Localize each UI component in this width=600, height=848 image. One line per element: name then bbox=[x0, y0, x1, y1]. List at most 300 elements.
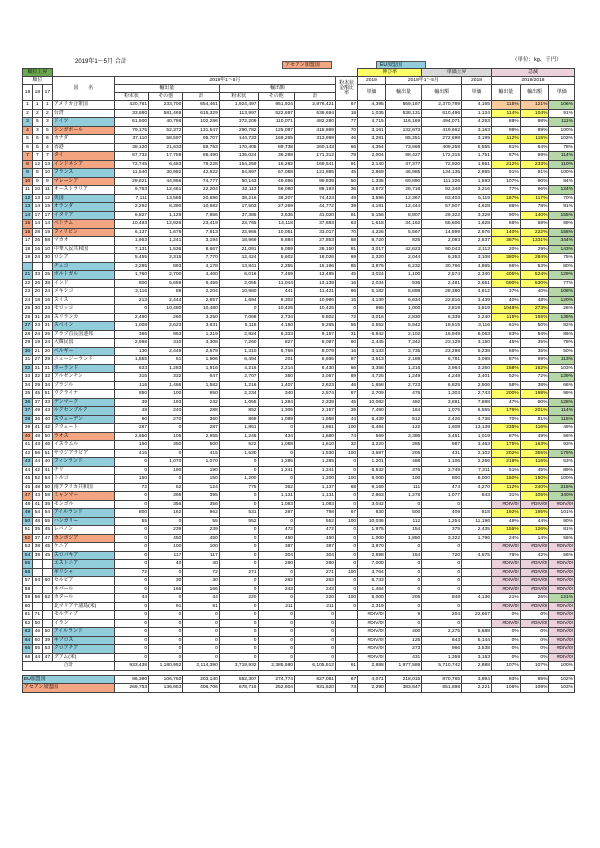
cell-value: 0 bbox=[114, 611, 148, 620]
cell-value: 355% bbox=[520, 449, 549, 458]
rank-2019: 52 bbox=[23, 534, 33, 543]
cell-value: 10,082 bbox=[358, 398, 386, 407]
cell-value: 40% bbox=[491, 296, 520, 305]
rank-2018: 16 bbox=[32, 245, 42, 254]
rank-2017 bbox=[42, 585, 52, 594]
cell-value: 22,204 bbox=[183, 186, 219, 195]
table-row bbox=[23, 636, 575, 645]
cell-value: 20% bbox=[491, 245, 520, 254]
cell-value: #DIV/0! bbox=[358, 645, 386, 654]
cell-value: 0 bbox=[219, 560, 258, 569]
cell-value: 1,305 bbox=[258, 407, 294, 416]
cell-value: 1,285 bbox=[295, 458, 336, 467]
cell-value: 5,659 bbox=[149, 279, 183, 288]
rank-2017: 1 bbox=[42, 101, 52, 110]
cell-value: 132,673 bbox=[385, 126, 421, 135]
rank-2019: 19 bbox=[23, 254, 33, 263]
table-row bbox=[23, 517, 575, 526]
cell-value: 57,507 bbox=[422, 203, 462, 212]
header-amount: 輸出額 bbox=[219, 85, 335, 93]
cell-value: 290,782 bbox=[219, 126, 258, 135]
rank-2017 bbox=[42, 568, 52, 577]
cell-value: #DIV/0! bbox=[549, 645, 575, 654]
cell-value: 21% bbox=[491, 594, 520, 603]
cell-value: 87% bbox=[491, 356, 520, 365]
cell-value: 91% bbox=[549, 203, 575, 212]
cell-value: 90% bbox=[491, 211, 520, 220]
cell-value: 2,355 bbox=[258, 262, 294, 271]
cell-value: 121% bbox=[549, 594, 575, 603]
cell-value: 1,216 bbox=[219, 381, 258, 390]
cell-value: 21,091 bbox=[219, 245, 258, 254]
cell-value: 2,537 bbox=[462, 237, 492, 246]
cell-value: 1,407 bbox=[258, 381, 294, 390]
cell-value: 0 bbox=[219, 636, 258, 645]
cell-value: 6,769 bbox=[258, 347, 294, 356]
cell-value: 1,019 bbox=[462, 432, 492, 441]
cell-value: 219% bbox=[491, 458, 520, 467]
country-name: キプロス bbox=[52, 636, 114, 645]
cell-value: 16 bbox=[336, 279, 358, 288]
header-qty-total: 計 bbox=[183, 93, 219, 101]
cell-value: 0 bbox=[422, 585, 462, 594]
summary-value: 274,774 bbox=[258, 675, 294, 684]
country-name: タイ bbox=[52, 152, 114, 161]
cell-value: 522 bbox=[219, 441, 258, 450]
cell-value: 18 bbox=[336, 109, 358, 118]
rank-2017: 3 bbox=[42, 118, 52, 127]
cell-value: #DIV/0! bbox=[549, 602, 575, 611]
cell-value: 2,998 bbox=[114, 339, 148, 348]
cell-value: 1,000 bbox=[358, 534, 386, 543]
cell-value: 98% bbox=[520, 118, 549, 127]
summary-value: 383,647 bbox=[385, 684, 421, 693]
cell-value: 5,555 bbox=[462, 143, 492, 152]
document-title: 2019年1～5月 合計 bbox=[75, 59, 127, 65]
cell-value: 115% bbox=[491, 101, 520, 110]
rank-2017: 58 bbox=[42, 237, 52, 246]
cell-value: 18,026 bbox=[295, 254, 336, 263]
rank-2018: 41 bbox=[32, 500, 42, 509]
header-qty-other: その他 bbox=[149, 93, 183, 101]
cell-value: 87% bbox=[491, 152, 520, 161]
cell-value: 0 bbox=[219, 611, 258, 620]
cell-value: 92,348 bbox=[422, 186, 462, 195]
cell-value: 88 bbox=[149, 288, 183, 297]
cell-value: 72,920 bbox=[422, 160, 462, 169]
rank-2018: 35 bbox=[32, 526, 42, 535]
cell-value: 46 bbox=[336, 135, 358, 144]
cell-value: 387 bbox=[258, 543, 294, 552]
cell-value: 431 bbox=[422, 449, 462, 458]
cell-value: 42,522 bbox=[183, 169, 219, 178]
country-name: チリ bbox=[52, 466, 114, 475]
header-qty: 輸出量 bbox=[114, 85, 219, 93]
cell-value: 2,234 bbox=[219, 390, 258, 399]
cell-value: 112% bbox=[491, 483, 520, 492]
rank-2017: 33 bbox=[42, 398, 52, 407]
cell-value: 175% bbox=[549, 449, 575, 458]
rank-2019: 22 bbox=[23, 279, 33, 288]
table-row bbox=[23, 101, 575, 110]
cell-value: 61,500 bbox=[114, 118, 148, 127]
cell-value: 9,265 bbox=[295, 322, 336, 331]
header-rank-up: 順位上昇 bbox=[23, 69, 53, 77]
cell-value: 85 bbox=[336, 262, 358, 271]
total-value: 5,710,742 bbox=[422, 662, 462, 671]
rank-2018 bbox=[32, 560, 42, 569]
rank-2018: 13 bbox=[32, 194, 42, 203]
cell-value: 1,319 bbox=[183, 330, 219, 339]
rank-2018 bbox=[32, 262, 42, 271]
cell-value: 107% bbox=[491, 177, 520, 186]
table-row bbox=[23, 356, 575, 365]
rank-2017: 9 bbox=[42, 177, 52, 186]
cell-value: 14,118 bbox=[258, 220, 294, 229]
cell-value: 304 bbox=[295, 551, 336, 560]
cell-value: 5,000 bbox=[358, 594, 386, 603]
cell-value: 79 bbox=[336, 152, 358, 161]
rank-2019: 10 bbox=[23, 177, 33, 186]
cell-value: 34,162 bbox=[385, 220, 421, 229]
cell-value: 450 bbox=[183, 534, 219, 543]
cell-value: 12,444 bbox=[385, 203, 421, 212]
rank-2017: 4 bbox=[42, 143, 52, 152]
cell-value: 0 bbox=[422, 500, 462, 509]
rank-2017 bbox=[42, 619, 52, 628]
rank-2019: 23 bbox=[23, 288, 33, 297]
cell-value: 1,464 bbox=[358, 585, 386, 594]
cell-value: 848 bbox=[422, 594, 462, 603]
cell-value: 44,772 bbox=[295, 203, 336, 212]
rank-2018: 10 bbox=[32, 186, 42, 195]
cell-value: 100 bbox=[336, 568, 358, 577]
cell-value: 0 bbox=[219, 645, 258, 654]
cell-value: 40 bbox=[149, 560, 183, 569]
cell-value: 615,329 bbox=[183, 109, 219, 118]
cell-value: 38,120 bbox=[114, 143, 148, 152]
cell-value: 852 bbox=[219, 407, 258, 416]
cell-value: 1,536 bbox=[149, 245, 183, 254]
cell-value: 4,395 bbox=[358, 101, 386, 110]
cell-value: 8,807 bbox=[385, 211, 421, 220]
country-name: デンマーク bbox=[52, 398, 114, 407]
cell-value: 6,634 bbox=[385, 296, 421, 305]
cell-value: 3,596 bbox=[358, 194, 386, 203]
country-name: ウクライナ bbox=[52, 390, 114, 399]
country-name: ギリシャ bbox=[52, 568, 114, 577]
cell-value: 1,070 bbox=[183, 458, 219, 467]
cell-value: 720 bbox=[422, 551, 462, 560]
cell-value: 3,735 bbox=[385, 347, 421, 356]
cell-value: 6,825 bbox=[422, 381, 462, 390]
cell-value: #DIV/0! bbox=[520, 560, 549, 569]
cell-value: 0% bbox=[491, 628, 520, 637]
cell-value: 105 bbox=[149, 432, 183, 441]
cell-value: 524% bbox=[520, 271, 549, 280]
cell-value: 23,419 bbox=[183, 220, 219, 229]
rank-2019: 46 bbox=[23, 483, 33, 492]
cell-value: 0 bbox=[114, 551, 148, 560]
cell-value bbox=[462, 585, 492, 594]
rank-2017: 14 bbox=[42, 220, 52, 229]
cell-value: 0 bbox=[114, 602, 148, 611]
cell-value: 201 bbox=[258, 356, 294, 365]
cell-value: 6,353 bbox=[422, 254, 462, 263]
cell-value: 5,115 bbox=[219, 322, 258, 331]
cell-value: 99% bbox=[520, 356, 549, 365]
cell-value: 67,732 bbox=[114, 152, 148, 161]
cell-value bbox=[462, 577, 492, 586]
table-row bbox=[23, 203, 575, 212]
rank-2018: 49 bbox=[32, 407, 42, 416]
summary-value: 109% bbox=[520, 684, 549, 693]
cell-value: 0 bbox=[183, 653, 219, 662]
cell-value: 3,016 bbox=[358, 313, 386, 322]
cell-value: 0 bbox=[183, 636, 219, 645]
cell-value: 1,303 bbox=[422, 390, 462, 399]
rank-2017: 5 bbox=[42, 126, 52, 135]
cell-value: 1,200 bbox=[219, 475, 258, 484]
country-name: チェコ bbox=[52, 262, 114, 271]
summary-label: EU加盟国 bbox=[23, 675, 115, 684]
cell-value: 995 bbox=[358, 305, 386, 314]
cell-value: 1,283 bbox=[149, 364, 183, 373]
cell-value: 2,140 bbox=[358, 160, 386, 169]
table-row bbox=[23, 492, 575, 501]
table-row bbox=[23, 237, 575, 246]
table-row bbox=[23, 645, 575, 654]
cell-value: 212% bbox=[491, 160, 520, 169]
legend-eu-label: EU加盟国 bbox=[380, 62, 402, 68]
cell-value: 8,063 bbox=[462, 330, 492, 339]
summary-row bbox=[23, 675, 575, 684]
cell-value: 2,876,421 bbox=[295, 101, 336, 110]
total-row bbox=[23, 662, 575, 671]
cell-value: 2,598 bbox=[358, 551, 386, 560]
cell-value: 115% bbox=[549, 415, 575, 424]
cell-value bbox=[336, 636, 358, 645]
country-name: ミャンマー bbox=[52, 492, 114, 501]
cell-value: 192% bbox=[491, 509, 520, 518]
rank-2019: 29 bbox=[23, 339, 33, 348]
cell-value: 0 bbox=[114, 619, 148, 628]
cell-value: 0 bbox=[219, 653, 258, 662]
cell-value: 27,853 bbox=[295, 237, 336, 246]
cell-value: 58,597 bbox=[149, 135, 183, 144]
cell-value: 375 bbox=[422, 526, 462, 535]
rank-2017: 30 bbox=[42, 254, 52, 263]
cell-value: #DIV/0! bbox=[549, 653, 575, 662]
rank-2018: 7 bbox=[32, 152, 42, 161]
cell-value: 36 bbox=[336, 186, 358, 195]
cell-value: 42,623 bbox=[385, 245, 421, 254]
cell-value: 69% bbox=[491, 347, 520, 356]
cell-value: 3,819 bbox=[462, 305, 492, 314]
cell-value: 2,113 bbox=[462, 245, 492, 254]
cell-value: 99% bbox=[520, 152, 549, 161]
cell-value: 91% bbox=[549, 109, 575, 118]
cell-value: 6,555 bbox=[462, 407, 492, 416]
cell-value: 0 bbox=[385, 619, 421, 628]
cell-value: 100 bbox=[336, 449, 358, 458]
cell-value: 17,758 bbox=[149, 152, 183, 161]
rank-2018: 71 bbox=[32, 611, 42, 620]
cell-value: 122 bbox=[385, 424, 421, 433]
cell-value: 288 bbox=[183, 407, 219, 416]
rank-2019: 4 bbox=[23, 126, 33, 135]
cell-value: 26% bbox=[549, 305, 575, 314]
cell-value: 16,196 bbox=[295, 262, 336, 271]
cell-value: 6,532 bbox=[358, 466, 386, 475]
cell-value: 45 bbox=[336, 271, 358, 280]
rank-2019: 27 bbox=[23, 322, 33, 331]
cell-value: 2,435 bbox=[462, 526, 492, 535]
cell-value: 15,282 bbox=[258, 160, 294, 169]
rank-2019: 66 bbox=[23, 653, 33, 662]
cell-value: 827 bbox=[258, 339, 294, 348]
cell-value: 130 bbox=[114, 347, 148, 356]
country-name: スウェーデン bbox=[52, 415, 114, 424]
cell-value: 56% bbox=[549, 432, 575, 441]
total-label: 合計 bbox=[23, 662, 115, 671]
cell-value: 150% bbox=[520, 475, 549, 484]
cell-value: 10,480 bbox=[149, 305, 183, 314]
rank-2019: 47 bbox=[23, 492, 33, 501]
header-sharp-drop: 急減 bbox=[491, 69, 574, 77]
cell-value: 4,675 bbox=[462, 551, 492, 560]
rank-2018: 30 bbox=[32, 305, 42, 314]
table-row bbox=[23, 160, 575, 169]
cell-value: 38,207 bbox=[258, 194, 294, 203]
cell-value: 116,169 bbox=[385, 118, 421, 127]
cell-value: 52 bbox=[149, 483, 183, 492]
cell-value: 204 bbox=[422, 611, 462, 620]
cell-value: 32,113 bbox=[219, 186, 258, 195]
cell-value: 233% bbox=[520, 160, 549, 169]
cell-value: 86% bbox=[491, 203, 520, 212]
cell-value: 11,421 bbox=[295, 288, 336, 297]
cell-value: 61% bbox=[491, 322, 520, 331]
table-row bbox=[23, 254, 575, 263]
cell-value: 10,682 bbox=[183, 203, 219, 212]
table-row bbox=[23, 313, 575, 322]
cell-value: #DIV/0! bbox=[549, 619, 575, 628]
cell-value: 2,579 bbox=[183, 347, 219, 356]
rank-2017: 42 bbox=[42, 424, 52, 433]
cell-value: 1,241 bbox=[295, 466, 336, 475]
cell-value: 232 bbox=[183, 398, 219, 407]
cell-value: 4,460 bbox=[183, 271, 219, 280]
table-row bbox=[23, 381, 575, 390]
cell-value: 350 bbox=[149, 441, 183, 450]
cell-value: 100% bbox=[549, 475, 575, 484]
cell-value: 3,285 bbox=[114, 262, 148, 271]
cell-value: 273% bbox=[520, 305, 549, 314]
rank-2017: 45 bbox=[42, 551, 52, 560]
cell-value: 30,982 bbox=[149, 169, 183, 178]
cell-value: 48 bbox=[114, 407, 148, 416]
cell-value: 409,258 bbox=[422, 143, 462, 152]
table-row bbox=[23, 339, 575, 348]
cell-value: 195% bbox=[520, 509, 549, 518]
cell-value bbox=[462, 619, 492, 628]
cell-value: 1,131 bbox=[258, 492, 294, 501]
rank-2018: 9 bbox=[32, 177, 42, 186]
cell-value: 17,503 bbox=[219, 203, 258, 212]
cell-value: 3,819 bbox=[422, 305, 462, 314]
rank-2019: 31 bbox=[23, 356, 33, 365]
cell-value: 0 bbox=[336, 585, 358, 594]
cell-value: 22,667 bbox=[462, 611, 492, 620]
cell-value: 4,628 bbox=[462, 203, 492, 212]
cell-value: 3,216 bbox=[462, 186, 492, 195]
cell-value: 4,270 bbox=[462, 483, 492, 492]
cell-value: 100% bbox=[549, 126, 575, 135]
cell-value: 11,196 bbox=[462, 517, 492, 526]
cell-value: 8,000 bbox=[358, 475, 386, 484]
cell-value: 7,068 bbox=[219, 313, 258, 322]
rank-2017: 40 bbox=[42, 415, 52, 424]
rank-2019: 2 bbox=[23, 109, 33, 118]
cell-value: 0 bbox=[149, 619, 183, 628]
cell-value: 96% bbox=[520, 186, 549, 195]
cell-value: 49% bbox=[549, 424, 575, 433]
cell-value: 150 bbox=[183, 475, 219, 484]
cell-value: 431 bbox=[385, 653, 421, 662]
cell-value: 7,311 bbox=[462, 466, 492, 475]
cell-value: 70 bbox=[336, 228, 358, 237]
cell-value: 11,540 bbox=[114, 169, 148, 178]
cell-value: 37,385 bbox=[219, 211, 258, 220]
cell-value: 419,662 bbox=[422, 126, 462, 135]
cell-value: 86% bbox=[549, 330, 575, 339]
rank-2017: 53 bbox=[42, 645, 52, 654]
rank-2019: 12 bbox=[23, 194, 33, 203]
cell-value: 155% bbox=[491, 526, 520, 535]
cell-value: 450 bbox=[295, 534, 336, 543]
country-name: スリランカ bbox=[52, 313, 114, 322]
rank-2018: 36 bbox=[32, 415, 42, 424]
cell-value: #DIV/0! bbox=[358, 611, 386, 620]
cell-value: #DIV/0! bbox=[520, 619, 549, 628]
cell-value: 2,445 bbox=[358, 339, 386, 348]
rank-2017: 13 bbox=[42, 160, 52, 169]
cell-value: 962 bbox=[183, 509, 219, 518]
table-row bbox=[23, 245, 575, 254]
cell-value: 35% bbox=[520, 339, 549, 348]
table-row bbox=[23, 424, 575, 433]
table-row bbox=[23, 449, 575, 458]
cell-value: 1,850 bbox=[385, 534, 421, 543]
cell-value: 100% bbox=[549, 169, 575, 178]
cell-value: 99,839 bbox=[295, 177, 336, 186]
cell-value: 2,275 bbox=[422, 628, 462, 637]
cell-value: 0% bbox=[520, 645, 549, 654]
cell-value: 7,469 bbox=[258, 271, 294, 280]
cell-value: 387 bbox=[295, 543, 336, 552]
rank-2017: 25 bbox=[42, 271, 52, 280]
table-row bbox=[23, 296, 575, 305]
cell-value: 2,657 bbox=[183, 296, 219, 305]
cell-value: 5,602 bbox=[258, 254, 294, 263]
country-name: メキシコ bbox=[52, 288, 114, 297]
cell-value: 5,439 bbox=[358, 415, 386, 424]
cell-value: 49 bbox=[336, 194, 358, 203]
cell-value: 164 bbox=[385, 407, 421, 416]
cell-value: 0 bbox=[258, 594, 294, 603]
country-name: スペイン bbox=[52, 322, 114, 331]
